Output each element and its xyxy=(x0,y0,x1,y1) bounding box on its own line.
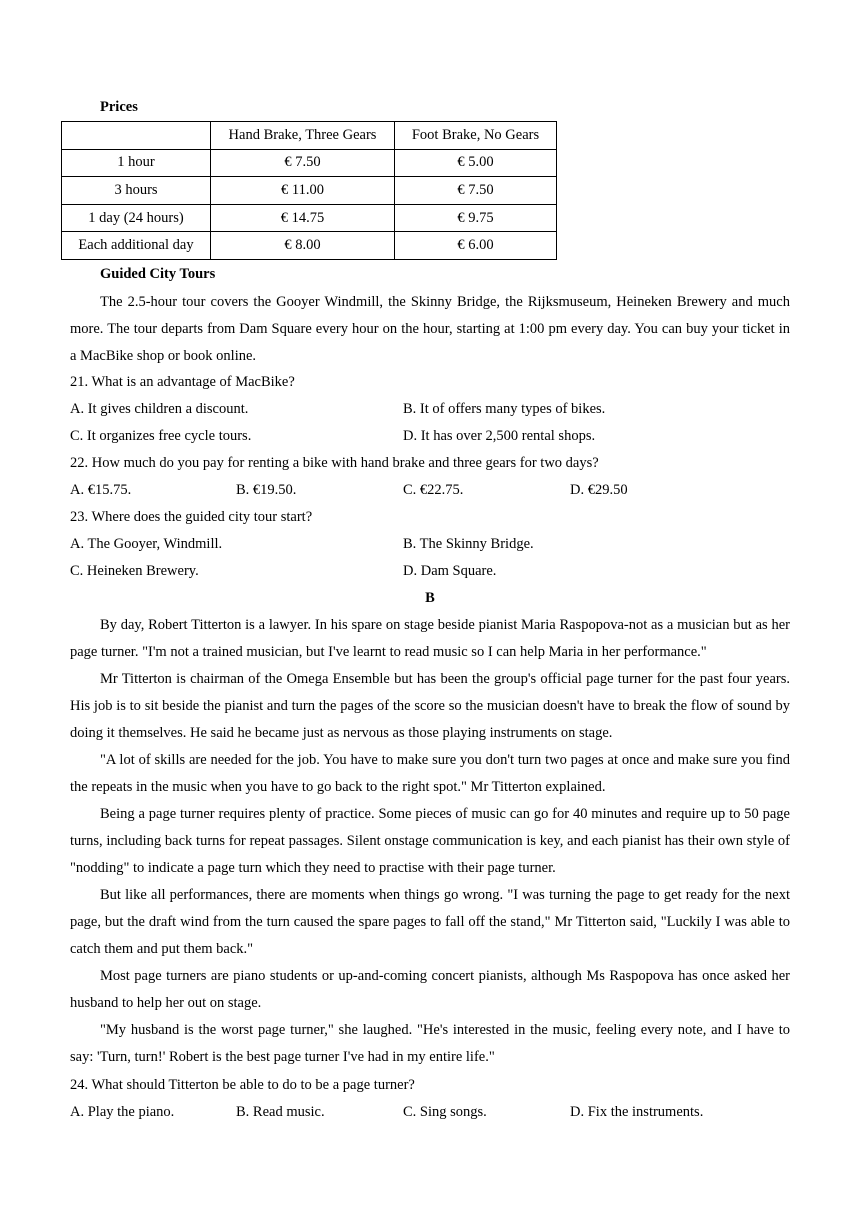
option-21-d: D. It has over 2,500 rental shops. xyxy=(403,428,596,444)
prices-table xyxy=(61,121,557,260)
question-23: 23. Where does the guided city tour start? xyxy=(70,509,313,525)
section-b-label: B xyxy=(425,590,435,606)
table-row xyxy=(62,149,557,177)
table-header-cell: Hand Brake, Three Gears xyxy=(211,122,395,150)
passage-paragraph: Most page turners are piano students or up-and-coming concert pianists, although Ms Raspopova has once asked her husband to help her out on stage. xyxy=(70,968,790,1011)
table-header-cell xyxy=(62,122,211,150)
table-cell: € 11.00 xyxy=(211,177,395,205)
tours-paragraph: The 2.5-hour tour covers the Gooyer Windmill, the Skinny Bridge, the Rijksmuseum, Heineken Brewery and much more. The tour departs from Dam Square every hour on the hour, starting at 1:00 pm every day. You can buy your ticket in a MacBike shop or book online. xyxy=(70,294,790,364)
option-21-a: A. It gives children a discount. xyxy=(70,401,249,417)
option-21-c: C. It organizes free cycle tours. xyxy=(70,428,252,444)
option-23-b: B. The Skinny Bridge. xyxy=(403,536,534,552)
passage-paragraph: Mr Titterton is chairman of the Omega Ensemble but has been the group's official page turner for the past four years. His job is to sit beside the pianist and turn the pages of the score so the musician doesn't have to break the flow of sound by doing it themselves. He said he became just as nervous as those playing instruments on stage. xyxy=(70,671,790,741)
passage-paragraph: By day, Robert Titterton is a lawyer. In his spare on stage beside pianist Maria Raspopova-not as a musician but as her page turner. "I'm not a trained musician, but I've learnt to read music so I can help Maria in her performance." xyxy=(70,617,790,660)
option-23-c: C. Heineken Brewery. xyxy=(70,563,199,579)
passage-paragraph: "My husband is the worst page turner," she laughed. "He's interested in the music, feeling every note, and I have to say: 'Turn, turn!' Robert is the best page turner I've had in my entire life." xyxy=(70,1022,790,1065)
passage-paragraph: "A lot of skills are needed for the job. You have to make sure you don't turn two pages at once and make sure you find the repeats in the music when you have to go back to the right spot." Mr Titterton explained. xyxy=(70,752,790,795)
option-22-c: C. €22.75. xyxy=(403,482,464,498)
prices-heading: Prices xyxy=(100,99,138,115)
option-22-a: A. €15.75. xyxy=(70,482,132,498)
table-row xyxy=(62,204,557,232)
question-24: 24. What should Titterton be able to do to be a page turner? xyxy=(70,1077,415,1093)
table-cell: € 8.00 xyxy=(211,232,395,260)
question-21: 21. What is an advantage of MacBike? xyxy=(70,374,295,390)
table-cell: € 9.75 xyxy=(395,204,557,232)
passage-paragraph: Being a page turner requires plenty of practice. Some pieces of music can go for 40 minutes and require up to 50 page turns, including back turns for repeat passages. Silent onstage communication is key, and each pianist has their own style of "nodding" to indicate a page turn which they need to practise with their page turner. xyxy=(70,806,790,876)
option-24-c: C. Sing songs. xyxy=(403,1104,487,1120)
table-row xyxy=(62,177,557,205)
table-cell: € 7.50 xyxy=(395,177,557,205)
table-header-cell: Foot Brake, No Gears xyxy=(395,122,557,150)
option-22-b: B. €19.50. xyxy=(236,482,297,498)
table-cell: 1 day (24 hours) xyxy=(62,204,211,232)
table-cell: € 7.50 xyxy=(211,149,395,177)
option-24-a: A. Play the piano. xyxy=(70,1104,175,1120)
option-23-a: A. The Gooyer, Windmill. xyxy=(70,536,223,552)
table-cell: € 6.00 xyxy=(395,232,557,260)
tours-heading: Guided City Tours xyxy=(100,266,216,282)
option-21-b: B. It of offers many types of bikes. xyxy=(403,401,606,417)
option-24-b: B. Read music. xyxy=(236,1104,325,1120)
table-cell: 3 hours xyxy=(62,177,211,205)
option-24-d: D. Fix the instruments. xyxy=(570,1104,704,1120)
question-22: 22. How much do you pay for renting a bike with hand brake and three gears for two days? xyxy=(70,455,599,471)
table-cell: 1 hour xyxy=(62,149,211,177)
table-cell: € 14.75 xyxy=(211,204,395,232)
table-cell: € 5.00 xyxy=(395,149,557,177)
option-23-d: D. Dam Square. xyxy=(403,563,497,579)
table-cell: Each additional day xyxy=(62,232,211,260)
table-row xyxy=(62,232,557,260)
table-header-row xyxy=(62,122,557,150)
option-22-d: D. €29.50 xyxy=(570,482,628,498)
passage-paragraph: But like all performances, there are moments when things go wrong. "I was turning the page to get ready for the next page, but the draft wind from the turn caused the spare pages to fall off the stand," Mr Titterton said, "Luckily I was able to catch them and put them back." xyxy=(70,887,790,957)
